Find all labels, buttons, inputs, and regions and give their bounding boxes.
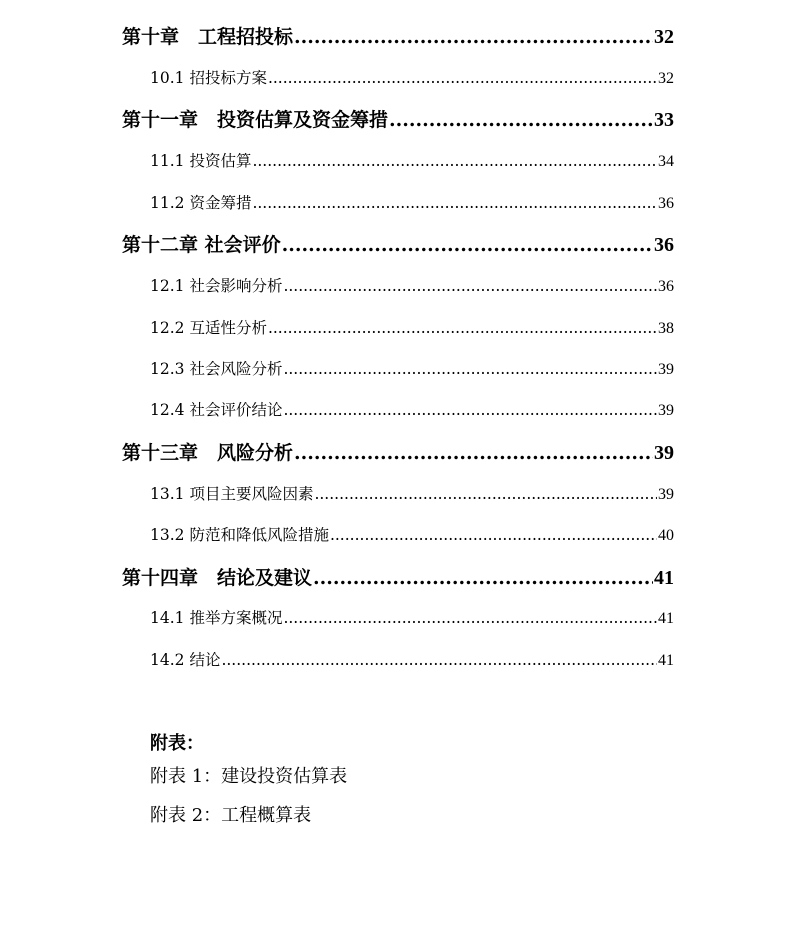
toc-section-14-1[interactable] [150, 606, 674, 628]
toc-chapter-12[interactable] [122, 230, 674, 257]
toc-entry-title: 第十三章 风险分析 [122, 442, 294, 464]
toc-leader-dots [252, 194, 657, 212]
toc-entry-title: 11.2 资金筹措 [150, 194, 252, 212]
toc-page-number: 32 [658, 70, 674, 87]
toc-page-number: 41 [658, 610, 674, 627]
toc-entry-title: 第十四章 结论及建议 [122, 567, 313, 589]
toc-chapter-11[interactable] [122, 105, 674, 132]
toc-leader-dots [313, 567, 653, 589]
toc-leader-dots [268, 319, 657, 337]
appendix-item-2[interactable]: 附表 2：工程概算表 [150, 805, 312, 826]
toc-page-number: 38 [658, 320, 674, 337]
toc-section-13-1[interactable] [150, 482, 674, 504]
toc-leader-dots [283, 609, 657, 627]
toc-page-number: 39 [658, 486, 674, 503]
toc-entry-title: 13.1 项目主要风险因素 [150, 485, 314, 503]
toc-page-number: 34 [658, 153, 674, 170]
toc-entry-title: 第十一章 投资估算及资金筹措 [122, 109, 389, 131]
toc-leader-dots [389, 109, 653, 131]
toc-chapter-13[interactable] [122, 438, 674, 465]
toc-leader-dots [294, 442, 653, 464]
toc-entry-title: 11.1 投资估算 [150, 152, 252, 170]
toc-section-11-2[interactable] [150, 191, 674, 213]
toc-page-number: 32 [654, 26, 674, 48]
toc-section-10-1[interactable] [150, 66, 674, 88]
toc-entry-title: 12.2 互适性分析 [150, 319, 267, 337]
appendix-item-1[interactable]: 附表 1：建设投资估算表 [150, 766, 348, 787]
toc-section-12-4[interactable] [150, 398, 674, 420]
toc-leader-dots [282, 234, 653, 256]
toc-leader-dots [268, 69, 657, 87]
toc-leader-dots [252, 152, 657, 170]
toc-entry-title: 13.2 防范和降低风险措施 [150, 526, 329, 544]
toc-entry-title: 12.3 社会风险分析 [150, 360, 283, 378]
toc-entry-title: 12.1 社会影响分析 [150, 277, 283, 295]
toc-page-number: 39 [654, 442, 674, 464]
toc-section-14-2[interactable] [150, 648, 674, 670]
toc-page-number: 36 [658, 195, 674, 212]
toc-page-number: 39 [658, 361, 674, 378]
toc-entry-title: 12.4 社会评价结论 [150, 401, 283, 419]
toc-page-number: 36 [654, 234, 674, 256]
toc-section-11-1[interactable] [150, 149, 674, 171]
toc-page-number: 39 [658, 402, 674, 419]
toc-leader-dots [283, 277, 657, 295]
toc-leader-dots [221, 651, 657, 669]
toc-leader-dots [283, 401, 657, 419]
toc-leader-dots [314, 485, 657, 503]
toc-page-number: 33 [654, 109, 674, 131]
toc-leader-dots [283, 360, 657, 378]
toc-entry-title: 10.1 招投标方案 [150, 69, 267, 87]
toc-chapter-10[interactable] [122, 22, 674, 49]
toc-entry-title: 第十章 工程招投标 [122, 26, 294, 48]
toc-section-13-2[interactable] [150, 523, 674, 545]
toc-page-number: 40 [658, 527, 674, 544]
appendix-heading: 附表： [150, 733, 204, 754]
toc-leader-dots [294, 26, 653, 48]
toc-page-number: 41 [654, 567, 674, 589]
toc-page-number: 41 [658, 652, 674, 669]
toc-entry-title: 14.2 结论 [150, 651, 221, 669]
toc-section-12-2[interactable] [150, 316, 674, 338]
toc-entry-title: 14.1 推举方案概况 [150, 609, 283, 627]
toc-entry-title: 第十二章 社会评价 [122, 234, 281, 256]
toc-page-number: 36 [658, 278, 674, 295]
toc-section-12-1[interactable] [150, 274, 674, 296]
toc-chapter-14[interactable] [122, 563, 674, 590]
toc-leader-dots [330, 526, 657, 544]
toc-section-12-3[interactable] [150, 357, 674, 379]
